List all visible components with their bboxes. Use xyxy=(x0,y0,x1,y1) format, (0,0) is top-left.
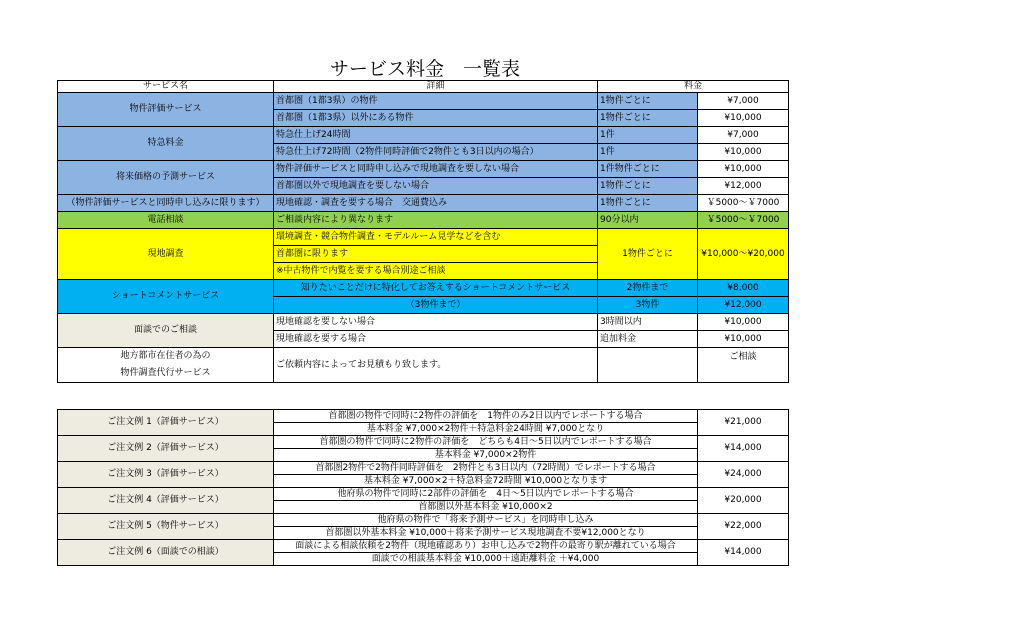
example-line: 面談での相談基本料金 ¥10,000＋遠距離料金 ＋¥4,000 xyxy=(371,554,600,564)
detail-cell: 現地確認・調査を要する場合 交通費込み xyxy=(274,195,598,212)
unit-cell: 1件 xyxy=(598,127,698,144)
price-cell: ¥10,000 xyxy=(698,314,789,331)
price-cell: ご相談 xyxy=(698,348,789,383)
example-amount: ¥22,000 xyxy=(698,514,789,540)
example-label: ご注文例 3（評価サービス） xyxy=(58,462,274,488)
unit-cell: 3時間以内 xyxy=(598,314,698,331)
detail-cell: 首都圏（1都3県）以外にある物件 xyxy=(274,110,598,127)
price-cell: ¥10,000 xyxy=(698,110,789,127)
service-name-site: 現地調査 xyxy=(58,229,274,280)
service-name-short: ショートコメントサービス xyxy=(58,280,274,314)
service-name-meeting: 面談でのご相談 xyxy=(58,314,274,348)
table-row xyxy=(58,436,789,462)
price-table xyxy=(57,80,789,383)
price-cell: ¥10,000 xyxy=(698,331,789,348)
detail-cell: 知りたいことだけに特化してお答えするショートコメントサービス xyxy=(274,280,598,297)
table-row xyxy=(58,127,789,144)
unit-cell: 90分以内 xyxy=(598,212,698,229)
table-row xyxy=(58,280,789,297)
example-line: 面談による相談依頼を2物件（現地確認あり）お申し込みで2物件の最寄り駅が離れている場合 xyxy=(274,540,697,553)
example-amount: ¥20,000 xyxy=(698,488,789,514)
service-name-eval: 物件評価サービス xyxy=(58,93,274,127)
table-row xyxy=(58,410,789,436)
order-examples-table xyxy=(57,409,789,566)
detail-cell: ご依頼内容によってお見積もり致します。 xyxy=(274,348,598,383)
detail-cell: 環境調査・競合物件調査・モデルルーム見学などを含む xyxy=(274,229,598,246)
unit-cell: 1物件ごとに xyxy=(598,178,698,195)
price-cell: ¥10,000 xyxy=(698,144,789,161)
table-header-row xyxy=(58,81,789,93)
example-line: 首都圏の物件で同時に2物件の評価を どちらも4日～5日以内でレポートする場合 xyxy=(274,436,697,449)
service-note-forecast: （物件評価サービスと同時申し込みに限ります） xyxy=(58,195,274,212)
detail-cell: 首都圏以外で現地調査を要しない場合 xyxy=(274,178,598,195)
service-name-remote xyxy=(58,348,274,383)
unit-cell: 1件 xyxy=(598,144,698,161)
example-amount: ¥14,000 xyxy=(698,540,789,566)
example-description xyxy=(274,514,698,540)
detail-cell: ご相談内容により異なります xyxy=(274,212,598,229)
header-fee: 料金 xyxy=(598,81,789,93)
unit-cell: 1物件ごとに xyxy=(598,93,698,110)
service-name-forecast: 将来価格の予測サービス xyxy=(58,161,274,195)
example-label: ご注文例 2（評価サービス） xyxy=(58,436,274,462)
header-service: サービス名 xyxy=(58,81,274,93)
table-row xyxy=(58,540,789,566)
detail-cell: 特急仕上げ72時間（2物件同時評価で2物件とも3日以内の場合） xyxy=(274,144,598,161)
detail-cell: 物件評価サービスと同時申し込みで現地調査を要しない場合 xyxy=(274,161,598,178)
detail-cell: ※中古物件で内覧を要する場合別途ご相談 xyxy=(274,263,598,280)
table-row xyxy=(58,212,789,229)
service-name-remote-line2: 物件調査代行サービス xyxy=(120,368,211,378)
example-label: ご注文例 1（評価サービス） xyxy=(58,410,274,436)
example-description xyxy=(274,488,698,514)
detail-cell: 特急仕上げ24時間 xyxy=(274,127,598,144)
price-cell: ￥5000～￥7000 xyxy=(698,195,789,212)
unit-cell: 1物件ごとに xyxy=(598,110,698,127)
example-amount: ¥24,000 xyxy=(698,462,789,488)
service-name-remote-line1: 地方都市在住者の為の xyxy=(120,351,211,361)
table-row xyxy=(58,314,789,331)
table-row xyxy=(58,229,789,246)
table-row xyxy=(58,348,789,383)
table-row xyxy=(58,462,789,488)
example-label: ご注文例 5（物件サービス） xyxy=(58,514,274,540)
example-line: 他府県の物件で同時に2部件の評価を 4日～5日以内でレポートする場合 xyxy=(274,488,697,501)
example-line: 基本料金 ¥7,000×2＋特急料金72時間 ¥10,000となります xyxy=(363,476,608,486)
price-cell: ¥10,000 xyxy=(698,161,789,178)
unit-cell: 1物件ごとに xyxy=(598,229,698,280)
price-cell: ¥10,000～¥20,000 xyxy=(698,229,789,280)
example-label: ご注文例 4（評価サービス） xyxy=(58,488,274,514)
detail-cell: 現地確認を要する場合 xyxy=(274,331,598,348)
example-description xyxy=(274,540,698,566)
example-line: 首都圏の物件で同時に2物件の評価を 1物件のみ2日以内でレポートする場合 xyxy=(274,410,697,423)
example-amount: ¥21,000 xyxy=(698,410,789,436)
example-line: 首都圏以外基本料金 ¥10,000＋将来予測サービス現地調査不要¥12,000となり xyxy=(325,528,646,538)
unit-cell: 1物件ごとに xyxy=(598,195,698,212)
header-detail: 詳細 xyxy=(274,81,598,93)
example-line: 首都圏2物件で2物件同時評価を 2物件とも3日以内（72時間）でレポートする場合 xyxy=(274,462,697,475)
table-row xyxy=(58,488,789,514)
price-cell: ¥8,000 xyxy=(698,280,789,297)
price-cell: ¥7,000 xyxy=(698,127,789,144)
unit-cell: 1件物件ごとに xyxy=(598,161,698,178)
service-name-phone: 電話相談 xyxy=(58,212,274,229)
example-amount: ¥14,000 xyxy=(698,436,789,462)
table-row xyxy=(58,195,789,212)
detail-cell: 首都圏に限ります xyxy=(274,246,598,263)
example-label: ご注文例 6（面談での相談） xyxy=(58,540,274,566)
example-line: 基本料金 ¥7,000×2物件＋特急料金24時間 ¥7,000となり xyxy=(366,424,605,434)
table-row xyxy=(58,93,789,110)
price-cell: ¥12,000 xyxy=(698,178,789,195)
unit-cell: 追加料金 xyxy=(598,331,698,348)
detail-cell: （3物件まで） xyxy=(274,297,598,314)
example-description xyxy=(274,436,698,462)
example-line: 首都圏以外基本料金 ¥10,000×2 xyxy=(418,502,553,512)
detail-cell: 首都圏（1都3県）の物件 xyxy=(274,93,598,110)
table-row xyxy=(58,514,789,540)
table-row xyxy=(58,161,789,178)
service-name-express: 特急料金 xyxy=(58,127,274,161)
page-title: サービス料金 一覧表 xyxy=(329,58,520,80)
price-cell: ￥5000～￥7000 xyxy=(698,212,789,229)
price-cell: ¥12,000 xyxy=(698,297,789,314)
unit-cell: 2物件まで xyxy=(598,280,698,297)
example-description xyxy=(274,410,698,436)
price-cell: ¥7,000 xyxy=(698,93,789,110)
unit-cell: 3物件 xyxy=(598,297,698,314)
example-line: 基本料金 ¥7,000×2物件 xyxy=(434,450,537,460)
detail-cell: 現地確認を要しない場合 xyxy=(274,314,598,331)
example-line: 他府県の物件で「将来予測サービス」を同時申し込み xyxy=(274,514,697,527)
example-description xyxy=(274,462,698,488)
unit-cell xyxy=(598,348,698,383)
